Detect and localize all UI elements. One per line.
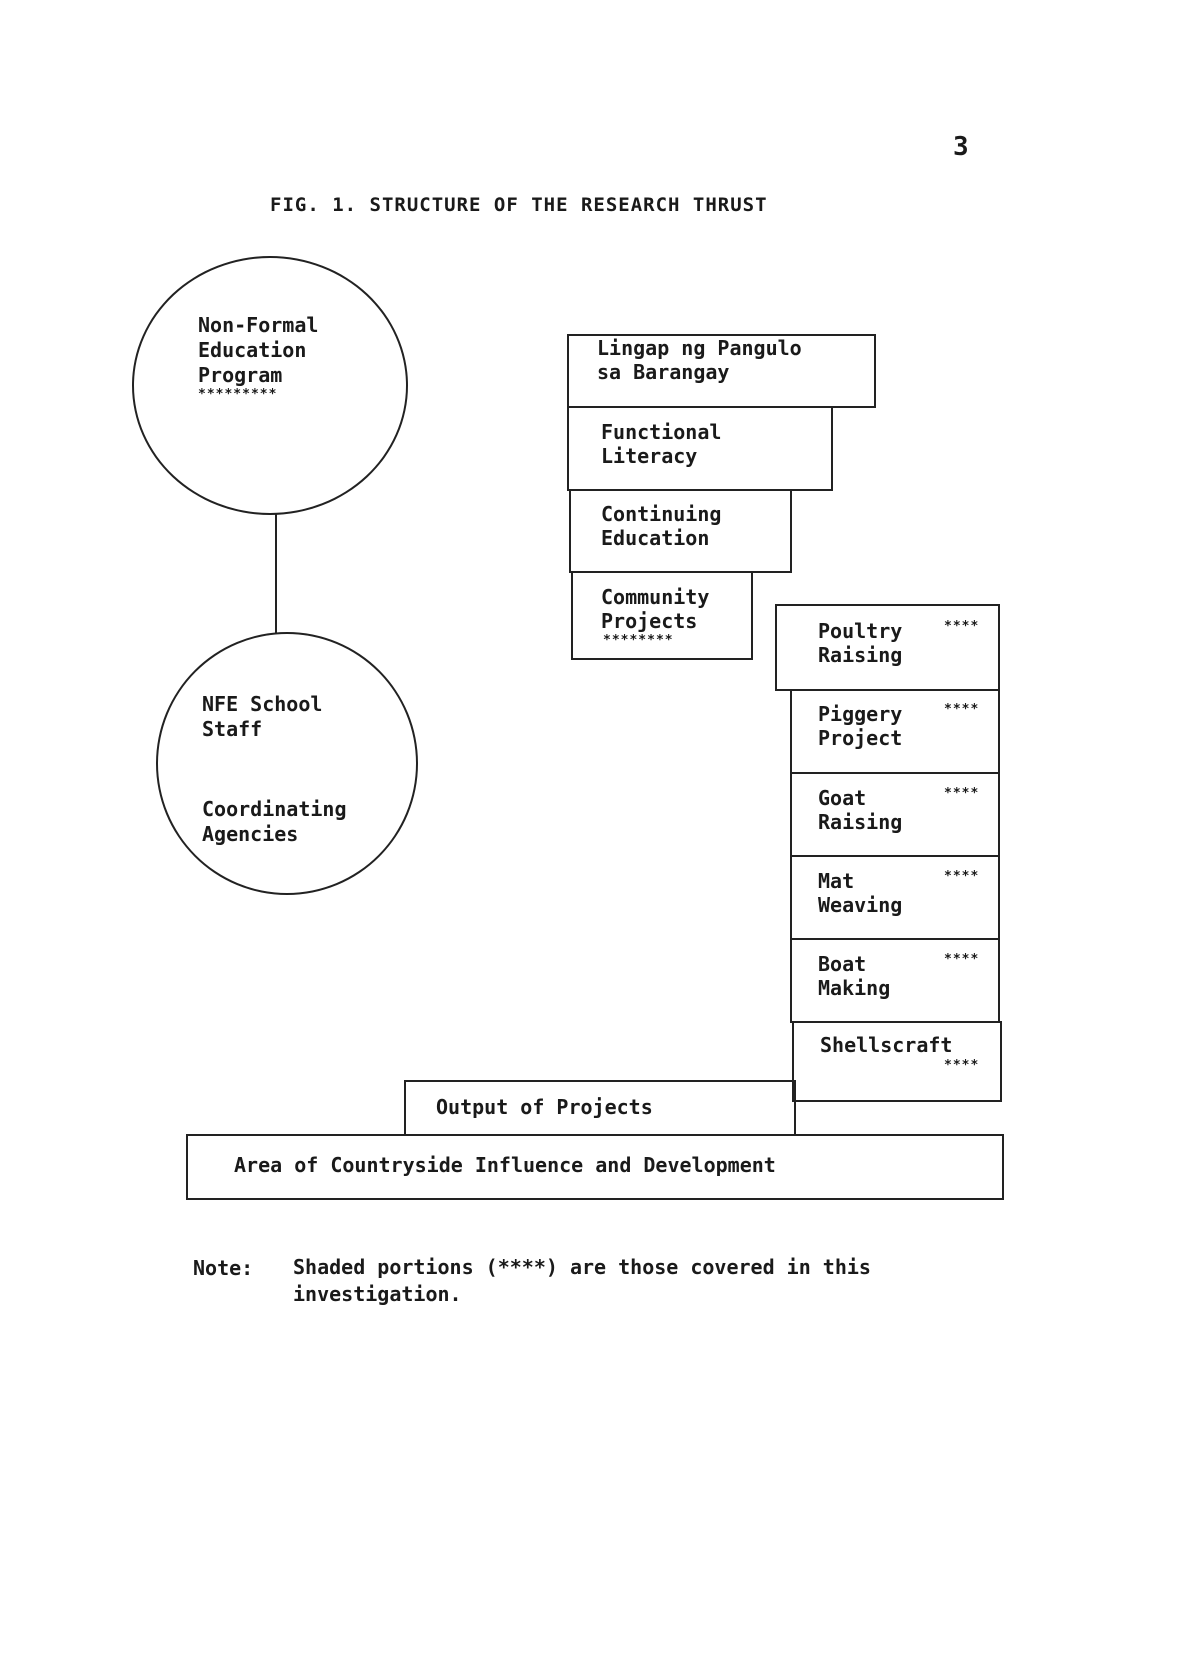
project-box-shellscraft-marker: **** xyxy=(944,1058,980,1073)
nfe-staff-label: NFE School Staff xyxy=(202,692,323,741)
figure-title: FIG. 1. STRUCTURE OF THE RESEARCH THRUST xyxy=(270,194,768,216)
area-of-influence-label: Area of Countryside Influence and Development xyxy=(234,1153,776,1177)
project-box-mat-weaving-marker: **** xyxy=(944,869,980,884)
staff-circle xyxy=(156,632,418,895)
nonformal-program-label: Non-Formal Education Program xyxy=(198,313,319,387)
project-box-goat-marker: **** xyxy=(944,786,980,801)
page-number: 3 xyxy=(953,132,969,162)
nonformal-program-marker: ********* xyxy=(198,387,278,402)
project-box-shellscraft-label: Shellscraft xyxy=(820,1033,953,1057)
note-label: Note: xyxy=(193,1256,254,1280)
program-box-continuing-education-label: Continuing Education xyxy=(601,502,722,550)
project-box-piggery-label: Piggery Project xyxy=(818,702,903,750)
project-box-mat-weaving-label: Mat Weaving xyxy=(818,869,903,917)
project-box-boat-making-label: Boat Making xyxy=(818,952,891,1000)
project-box-boat-making-marker: **** xyxy=(944,952,980,967)
project-box-poultry-marker: **** xyxy=(944,619,980,634)
program-box-functional-literacy-label: Functional Literacy xyxy=(601,420,722,468)
project-box-poultry-label: Poultry Raising xyxy=(818,619,903,667)
output-of-projects-label: Output of Projects xyxy=(436,1095,653,1119)
program-box-community-projects-label: Community Projects xyxy=(601,585,710,633)
coordinating-agencies-label: Coordinating Agencies xyxy=(202,797,347,846)
program-box-community-projects-marker: ******** xyxy=(603,633,674,648)
circle-connector-line xyxy=(275,514,277,633)
project-box-goat-label: Goat Raising xyxy=(818,786,903,834)
project-box-piggery-marker: **** xyxy=(944,702,980,717)
note-text: Shaded portions (****) are those covered in this investigation. xyxy=(293,1255,871,1306)
program-box-lingap-label: Lingap ng Pangulo sa Barangay xyxy=(597,336,802,384)
